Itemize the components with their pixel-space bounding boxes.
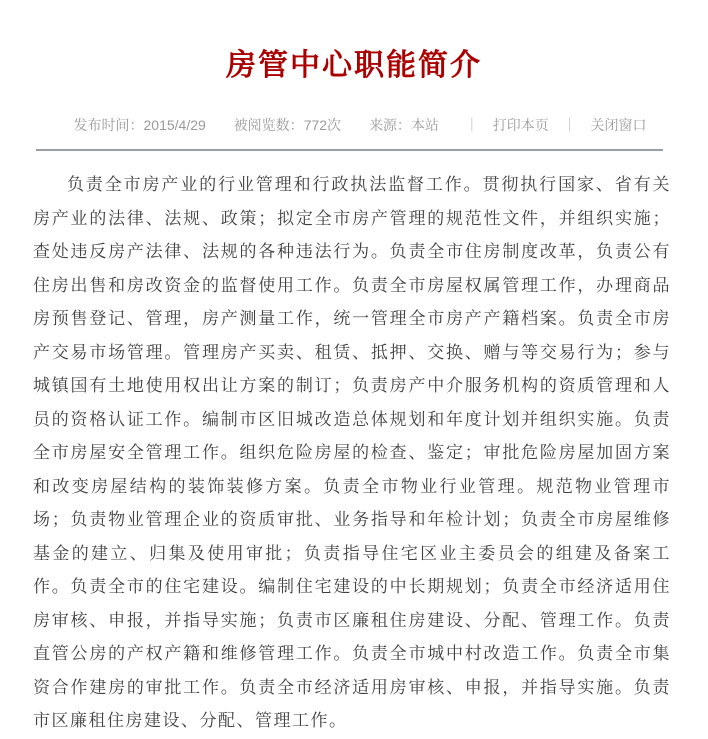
print-page-link[interactable]: 打印本页 <box>492 117 549 133</box>
meta-divider <box>36 149 663 151</box>
article-page <box>0 47 708 731</box>
page-title: 房管中心职能简介 <box>226 49 482 82</box>
view-count <box>234 115 341 135</box>
meta-bar <box>0 115 708 135</box>
source <box>369 115 439 135</box>
view-count-label: 被阅览数： <box>233 117 304 133</box>
publish-time-label: 发布时间： <box>73 117 144 133</box>
source-value: 本站 <box>410 117 439 133</box>
source-label: 来源： <box>368 117 411 133</box>
article-paragraph: 负责全市房产业的行业管理和行政执法监督工作。贯彻执行国家、省有关房产业的法律、法规、政策；拟定全市房产管理的规范性文件，并组织实施；查处违反房产法律、法规的各种违法行为。负责全市住房制度改革，负责公有住房出售和房改资金的监督使用工作。负责全市房屋权属管理工作，办理商品房预售登记、管理，房产测量工作，统一管理全市房产产籍档案。负责全市房产交易市场管理。管理房产买卖、租赁、抵押、交换、赠与等交易行为；参与城镇国有土地使用权出让方案的制订；负责房产中介服务机构的资质管理和人员的资格认证工作。编制市区旧城改造总体规划和年度计划并组织实施。负责全市房屋安全管理工作。组织危险房屋的检查、鉴定；审批危险房屋加固方案和改变房屋结构的装饰装修方案。负责全市物业行业管理。规范物业管理市场；负责物业管理企业的资质审批、业务指导和年检计划；负责全市房屋维修基金的建立、归集及使用审批；负责指导住宅区业主委员会的组建及备案工作。负责全市的住宅建设。编制住宅建设的中长期规划；负责全市经济适用住房审核、申报，并指导实施；负责市区廉租住房建设、分配、管理工作。负责直管公房的产权产籍和维修管理工作。负责全市城中村改造工作。负责全市集资合作建房的审批工作。负责全市经济适用房审核、申报，并指导实施。负责市区廉租住房建设、分配、管理工作。 <box>33 175 671 731</box>
article-body <box>33 169 671 739</box>
separator-bar: ｜ <box>464 117 479 133</box>
publish-time <box>74 115 206 135</box>
close-window-link[interactable]: 关闭窗口 <box>590 117 647 133</box>
view-count-value: 772次 <box>303 117 342 133</box>
publish-time-value: 2015/4/29 <box>143 117 206 133</box>
separator-bar: ｜ <box>562 117 577 133</box>
